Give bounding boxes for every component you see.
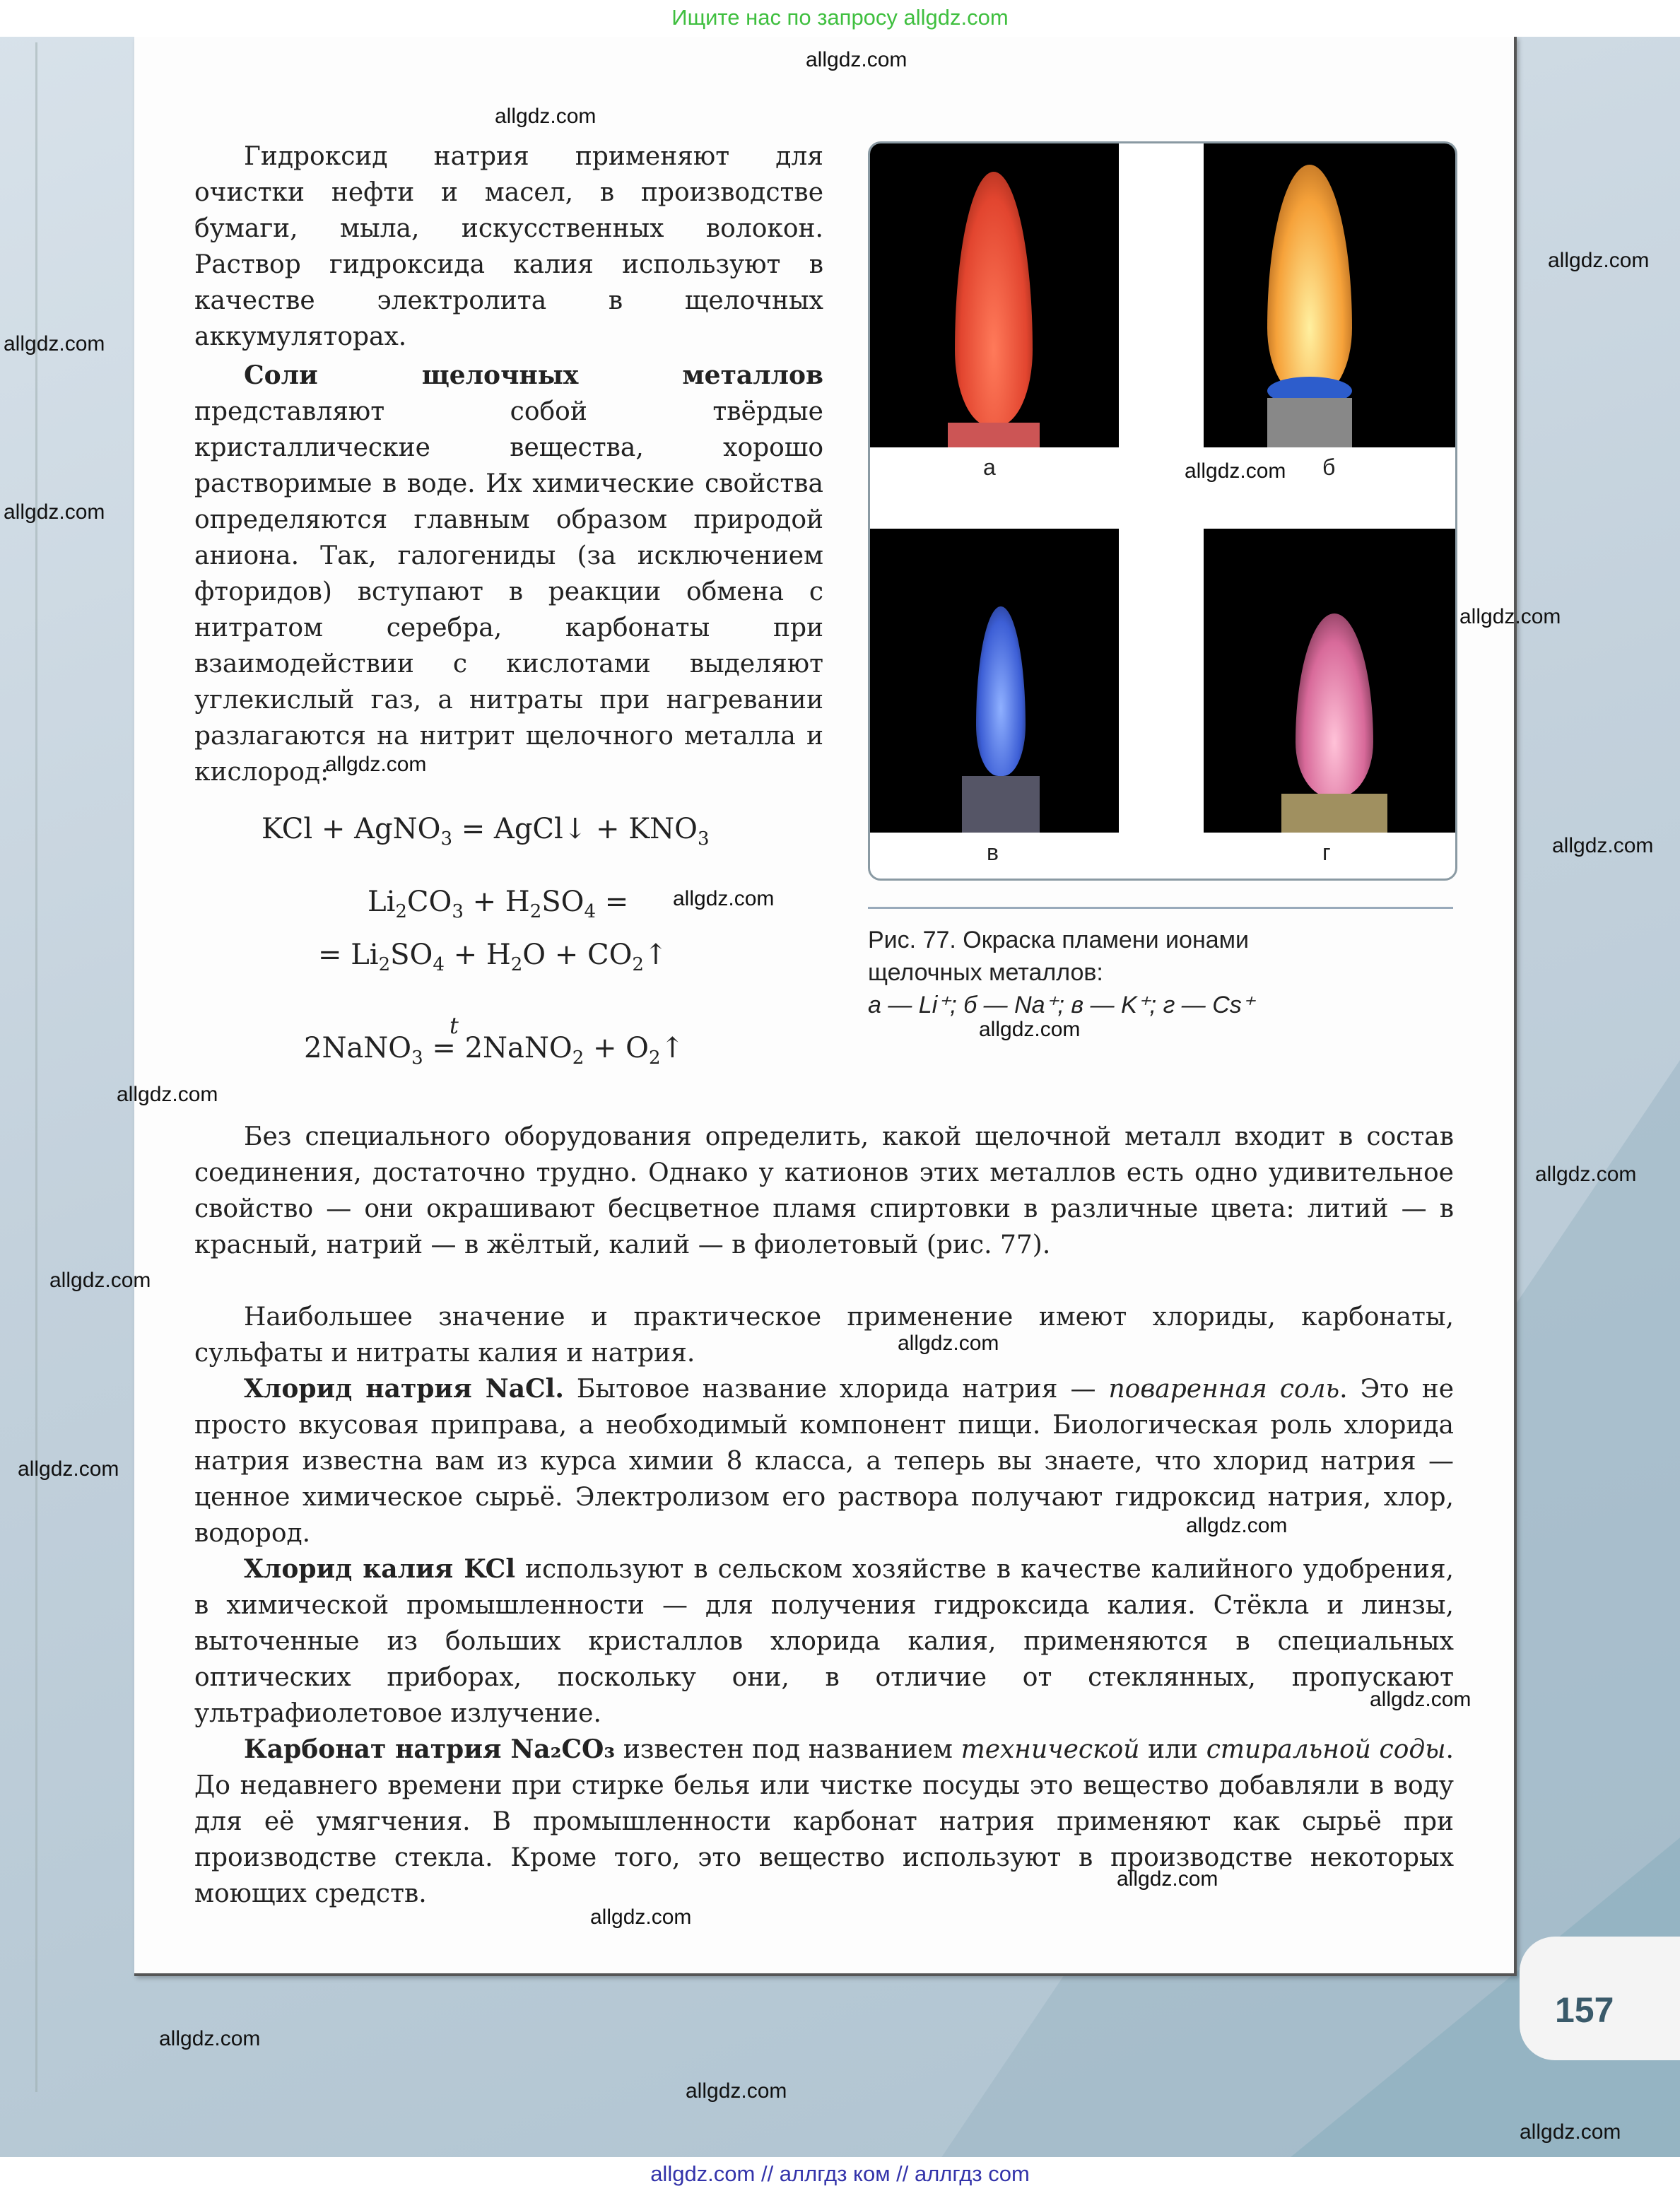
watermark: allgdz.com bbox=[1459, 605, 1561, 628]
equation-li2co3-line1: $Li_2CO_3 + H_2SO_4$ = bbox=[368, 886, 629, 922]
figure-label-a: а bbox=[983, 454, 996, 480]
term-potassium-chloride: Хлорид калия KCl bbox=[244, 1554, 516, 1584]
watermark: allgdz.com bbox=[4, 332, 105, 356]
watermark: allgdz.com bbox=[979, 1018, 1081, 1041]
watermark: allgdz.com bbox=[1520, 2120, 1621, 2144]
figure-label-g: г bbox=[1322, 840, 1331, 865]
photo-lithium-flame bbox=[870, 143, 1119, 447]
page-number: 157 bbox=[1555, 1990, 1614, 2030]
paragraph-sodium-carbonate: Карбонат натрия Na₂CO₃ известен под названием технической или стиральной соды. До недавнего времени при стирке белья или чистке посуды это вещество добавляли в воду для её умягчения. В промышленности карбонат натрия применяют как сырьё при производстве стекла. Кроме того, это вещество используют в производстве некоторых моющих средств. bbox=[194, 1734, 1454, 1908]
watermark: allgdz.com bbox=[325, 753, 427, 776]
paragraph-potassium-chloride: Хлорид калия KCl используют в сельском хозяйстве в качестве калийного удобрения, в химической промышленности — для получения гидроксида калия. Стёкла и линзы, выточенные из больших кристаллов хлорида калия, применяются в специальных оптических приборах, поскольку они, в отличие от стеклянных, пропускают ультрафиолетовое излучение. bbox=[194, 1554, 1454, 1728]
paragraph-sodium-hydroxide: Гидроксид натрия применяют для очистки нефти и масел, в производстве бумаги, мыла, искусственных волокон. Раствор гидроксида калия используют в качестве электролита в щелочных аккумуляторах. bbox=[194, 142, 823, 351]
watermark: allgdz.com bbox=[4, 500, 105, 524]
watermark: allgdz.com bbox=[1370, 1688, 1472, 1711]
watermark: allgdz.com bbox=[159, 2027, 261, 2050]
watermark: allgdz.com bbox=[806, 48, 907, 71]
header-banner[interactable]: Ищите нас по запросу allgdz.com bbox=[0, 0, 1680, 37]
term-sodium-carbonate: Карбонат натрия Na₂CO₃ bbox=[244, 1734, 616, 1764]
watermark: allgdz.com bbox=[18, 1457, 119, 1481]
watermark: allgdz.com bbox=[898, 1332, 999, 1355]
equation-condition-t: t bbox=[450, 1012, 459, 1039]
paragraph-flame-test: Без специального оборудования определить, какой щелочной металл входит в состав соединения, достаточно трудно. Однако у катионов этих металлов есть одно удивительное свойство — они окрашивают бесцветное пламя спиртовки в различные цвета: литий — в красный, натрий — в жёлтый, калий — в фиолетовый (рис. 77). bbox=[194, 1122, 1454, 1259]
photo-cesium-flame bbox=[1204, 529, 1455, 833]
watermark: allgdz.com bbox=[1548, 249, 1650, 272]
footer-banner[interactable]: allgdz.com // аллгдз ком // аллгдз com bbox=[0, 2157, 1680, 2191]
watermark: allgdz.com bbox=[117, 1083, 218, 1106]
watermark: allgdz.com bbox=[1117, 1867, 1218, 1891]
caption-rule bbox=[868, 907, 1453, 909]
watermark: allgdz.com bbox=[49, 1269, 151, 1292]
equation-kcl-agno3: KCl + AgNO$_3$ = AgCl↓ + $KNO_3$ bbox=[262, 813, 710, 850]
equation-nano3: 2NaNO$_3$ = 2NaNO$_2$ + $O_2↑$ bbox=[304, 1032, 685, 1069]
watermark: allgdz.com bbox=[1535, 1163, 1637, 1186]
watermark: allgdz.com bbox=[1552, 834, 1654, 857]
figure-flame-colors bbox=[868, 141, 1457, 881]
equation-li2co3-line2: = $Li_2SO_4 + H_2O$ + $CO_2↑$ bbox=[318, 939, 668, 975]
watermark: allgdz.com bbox=[590, 1905, 692, 1929]
watermark: allgdz.com bbox=[495, 105, 597, 128]
figure-label-b: б bbox=[1322, 454, 1336, 480]
term-alkali-salts: Соли щелочных металлов bbox=[244, 360, 823, 390]
term-sodium-chloride: Хлорид натрия NaCl. bbox=[244, 1374, 564, 1404]
figure-caption: Рис. 77. Окраска пламени ионами щелочных металлов: а — Li⁺; б — Na⁺; в — K⁺; г — Cs⁺ bbox=[868, 927, 1255, 1018]
photo-sodium-flame bbox=[1204, 143, 1455, 447]
paragraph-sodium-chloride: Хлорид натрия NaCl. Бытовое название хлорида натрия — поваренная соль. Это не просто вкусовая приправа, а необходимый компонент пищи. Биологическая роль хлорида натрия известна вам из курса химии 8 класса, а теперь вы знаете, что хлорид натрия — ценное химическое сырьё. Электролизом его раствора получают гидроксид натрия, хлор, водород. bbox=[194, 1374, 1454, 1548]
watermark: allgdz.com bbox=[1185, 459, 1286, 483]
watermark: allgdz.com bbox=[686, 2079, 787, 2103]
watermark: allgdz.com bbox=[1186, 1514, 1288, 1537]
photo-potassium-flame bbox=[870, 529, 1119, 833]
watermark: allgdz.com bbox=[673, 887, 775, 910]
figure-label-v: в bbox=[987, 840, 999, 865]
paragraph-alkali-salts: Соли щелочных металлов представляют собой твёрдые кристаллические вещества, хорошо растворимые в воде. Их химические свойства определяются главным образом природой аниона. Так, галогениды (за исключением фторидов) вступают в реакции обмена с нитратом серебра, карбонаты при взаимодействии с кислотами выделяют углекислый газ, а нитраты при нагревании разлагаются на нитрит щелочного металла и кислород: bbox=[194, 360, 823, 787]
paragraph-importance: Наибольшее значение и практическое применение имеют хлориды, карбонаты, сульфаты и нитраты калия и натрия. bbox=[194, 1303, 1454, 1368]
